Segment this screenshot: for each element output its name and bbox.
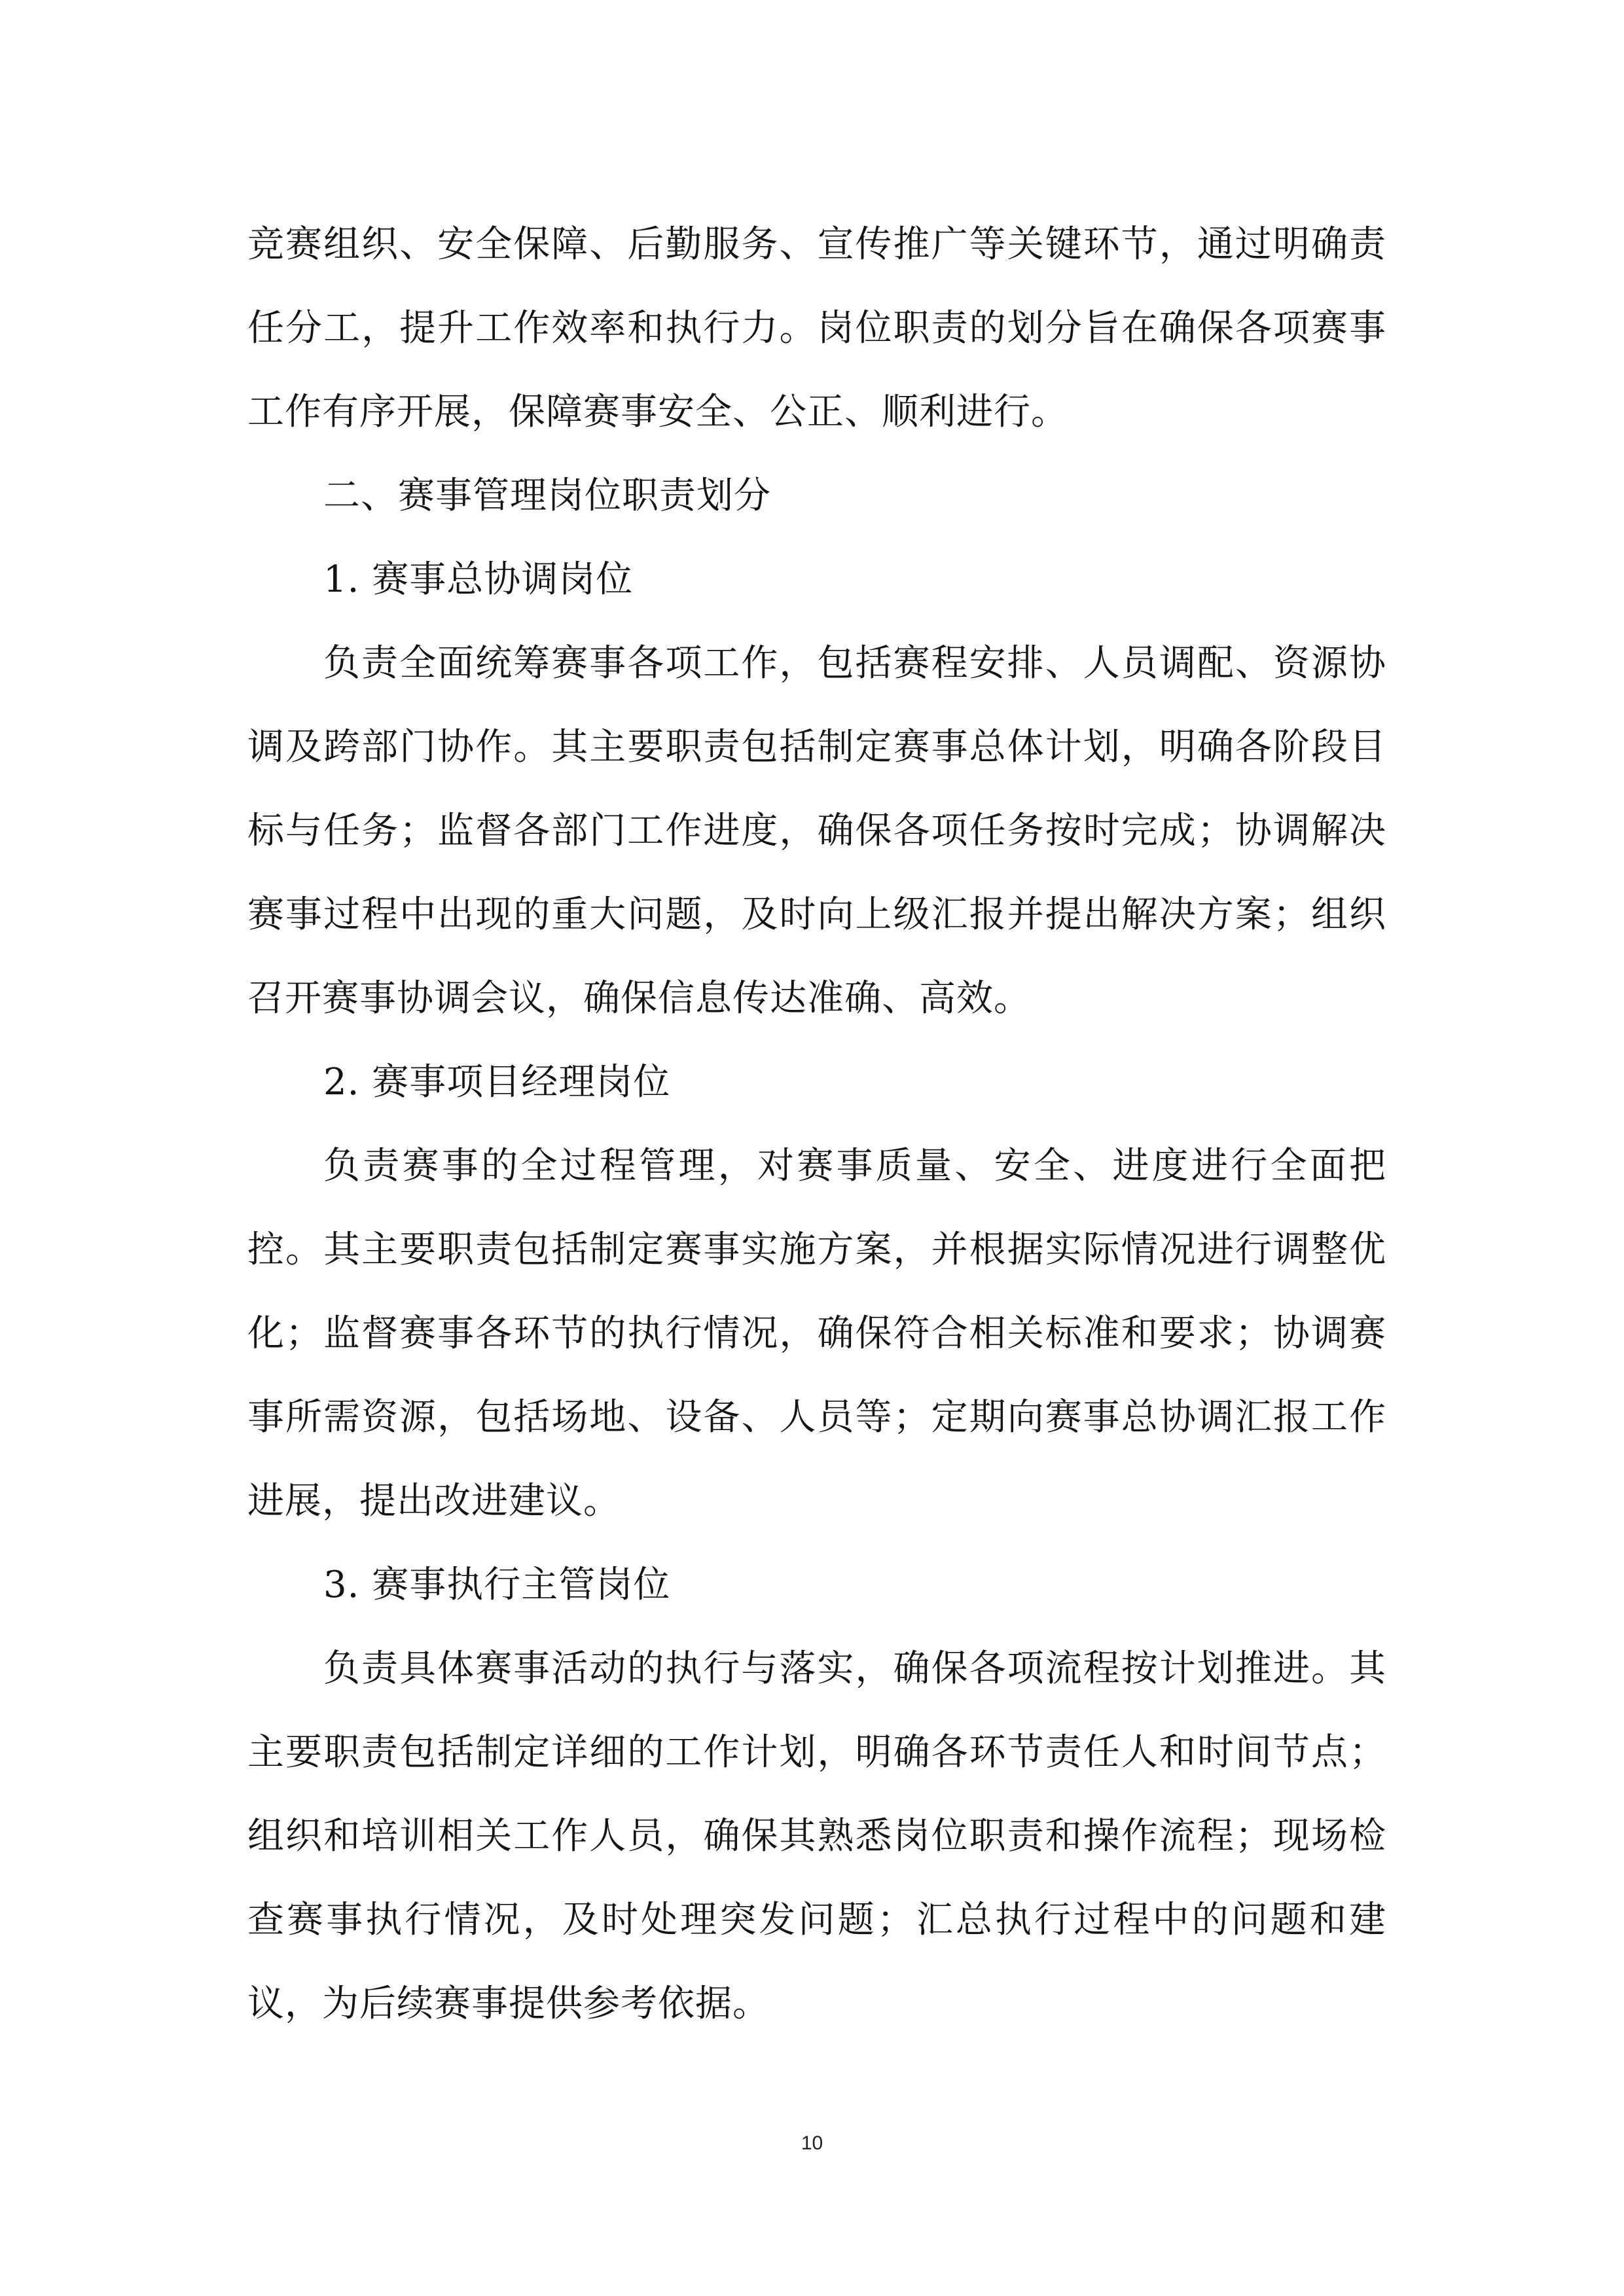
paragraph-project-manager: 负责赛事的全过程管理，对赛事质量、安全、进度进行全面把控。其主要职责包括制定赛事实施方案，并根据实际情况进行调整优化；监督赛事各环节的执行情况，确保符合相关标准和要求；协调赛事所需资源，包括场地、设备、人员等；定期向赛事总协调汇报工作进展，提出改进建议。: [247, 1145, 1386, 1522]
paragraph-general-coordinator: 负责全面统筹赛事各项工作，包括赛程安排、人员调配、资源协调及跨部门协作。其主要职责包括制定赛事总体计划，明确各阶段目标与任务；监督各部门工作进度，确保各项任务按时完成；协调解决赛事过程中出现的重大问题，及时向上级汇报并提出解决方案；组织召开赛事协调会议，确保信息传达准确、高效。: [247, 642, 1386, 1020]
section-heading: 二、赛事管理岗位职责划分: [323, 475, 771, 517]
paragraph-intro-continuation: 竞赛组织、安全保障、后勤服务、宣传推广等关键环节，通过明确责任分工，提升工作效率和执行力。岗位职责的划分旨在确保各项赛事工作有序开展，保障赛事安全、公正、顺利进行。: [247, 223, 1386, 433]
page-number: 10: [801, 2132, 823, 2154]
subsection-heading-2: 2. 赛事项目经理岗位: [323, 1061, 671, 1103]
page-content: [247, 203, 1386, 2046]
paragraph-execution-supervisor: 负责具体赛事活动的执行与落实，确保各项流程按计划推进。其主要职责包括制定详细的工作计划，明确各环节责任人和时间节点；组织和培训相关工作人员，确保其熟悉岗位职责和操作流程；现场检查赛事执行情况，及时处理突发问题；汇总执行过程中的问题和建议，为后续赛事提供参考依据。: [247, 1647, 1386, 2025]
subsection-heading-1: 1. 赛事总协调岗位: [323, 558, 634, 601]
subsection-heading-3: 3. 赛事执行主管岗位: [323, 1564, 671, 1606]
